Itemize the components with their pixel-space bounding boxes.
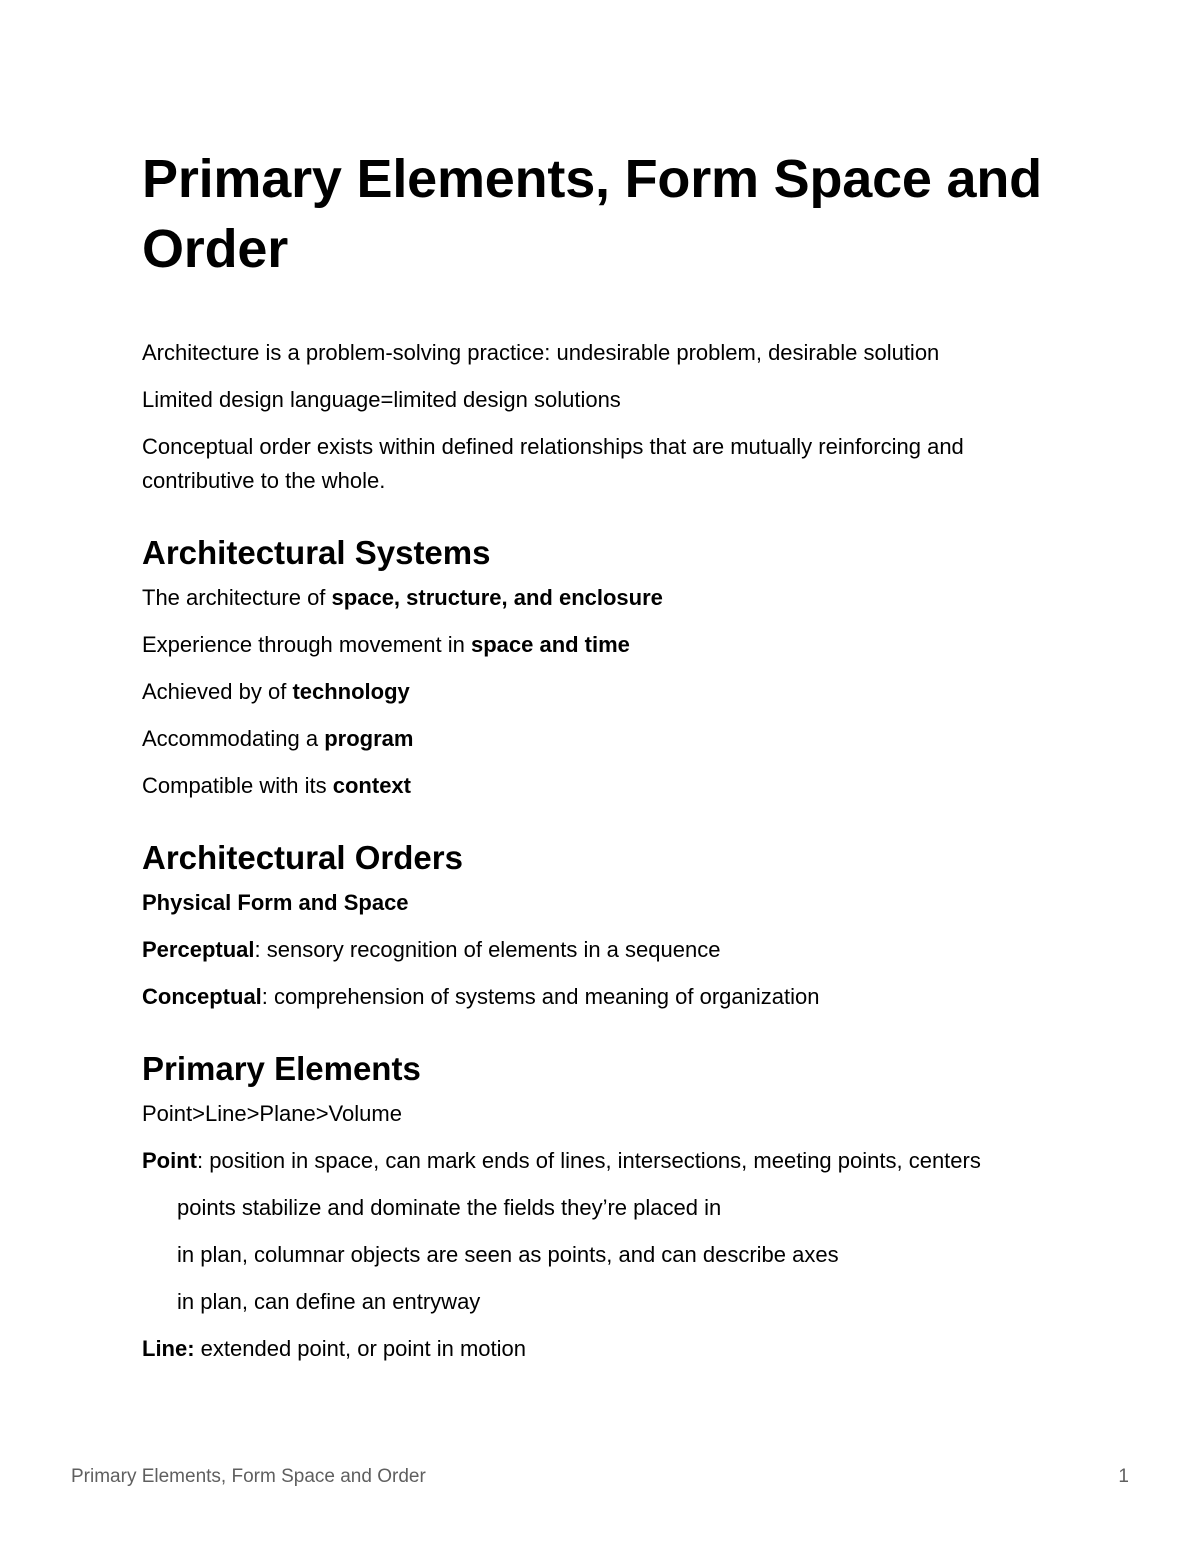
systems-line (142, 722, 1042, 756)
systems-line (142, 581, 1042, 615)
bold-term: context (332, 773, 411, 798)
heading-primary-elements: Primary Elements (142, 1050, 421, 1087)
bold-term: space, structure, and enclosure (331, 585, 663, 610)
bold-term: Conceptual (142, 984, 262, 1009)
line-definition (142, 1332, 1042, 1366)
bold-term: Perceptual (142, 937, 255, 962)
bold-term: Point (142, 1148, 197, 1173)
bold-term: space and time (470, 632, 630, 657)
systems-line (142, 628, 1042, 662)
systems-line (142, 769, 1042, 803)
definition-text: extended point, or point in motion (194, 1336, 527, 1361)
orders-perceptual (142, 933, 1042, 967)
line-text: Accommodating a (142, 726, 325, 751)
document-title: Primary Elements, Form Space and Order (142, 149, 1042, 279)
systems-line (142, 675, 1042, 709)
intro-paragraph: Conceptual order exists within defined relationships that are mutually reinforcing and contributive to the whole. (142, 434, 964, 493)
point-subitem: in plan, columnar objects are seen as points, and can describe axes (177, 1242, 839, 1267)
orders-physical (142, 886, 1042, 920)
line-text: Experience through movement in (142, 632, 471, 657)
footer-title: Primary Elements, Form Space and Order (71, 1466, 426, 1487)
orders-conceptual (142, 980, 1042, 1014)
point-subitem: points stabilize and dominate the fields they’re placed in (177, 1195, 722, 1220)
line-text: The architecture of (142, 585, 332, 610)
definition-text: : position in space, can mark ends of lines, intersections, meeting points, centers (197, 1148, 981, 1173)
bold-term: Line: (142, 1336, 195, 1361)
point-subitem: in plan, can define an entryway (177, 1289, 481, 1314)
bold-term: Physical Form and Space (142, 890, 409, 915)
point-definition (142, 1144, 1042, 1178)
definition-text: : sensory recognition of elements in a sequence (254, 937, 721, 962)
heading-architectural-orders: Architectural Orders (142, 839, 463, 876)
document-body (142, 144, 1042, 1379)
primary-sequence: Point>Line>Plane>Volume (142, 1101, 402, 1126)
page-number: 1 (1118, 1466, 1129, 1487)
line-text: Compatible with its (142, 773, 333, 798)
bold-term: technology (292, 679, 410, 704)
heading-architectural-systems: Architectural Systems (142, 534, 491, 571)
definition-text: : comprehension of systems and meaning of organization (261, 984, 820, 1009)
page-footer (71, 1464, 1129, 1490)
bold-term: program (324, 726, 414, 751)
intro-paragraph: Architecture is a problem-solving practice: undesirable problem, desirable solution (142, 340, 940, 365)
line-text: Achieved by of (142, 679, 293, 704)
intro-paragraph: Limited design language=limited design solutions (142, 387, 621, 412)
